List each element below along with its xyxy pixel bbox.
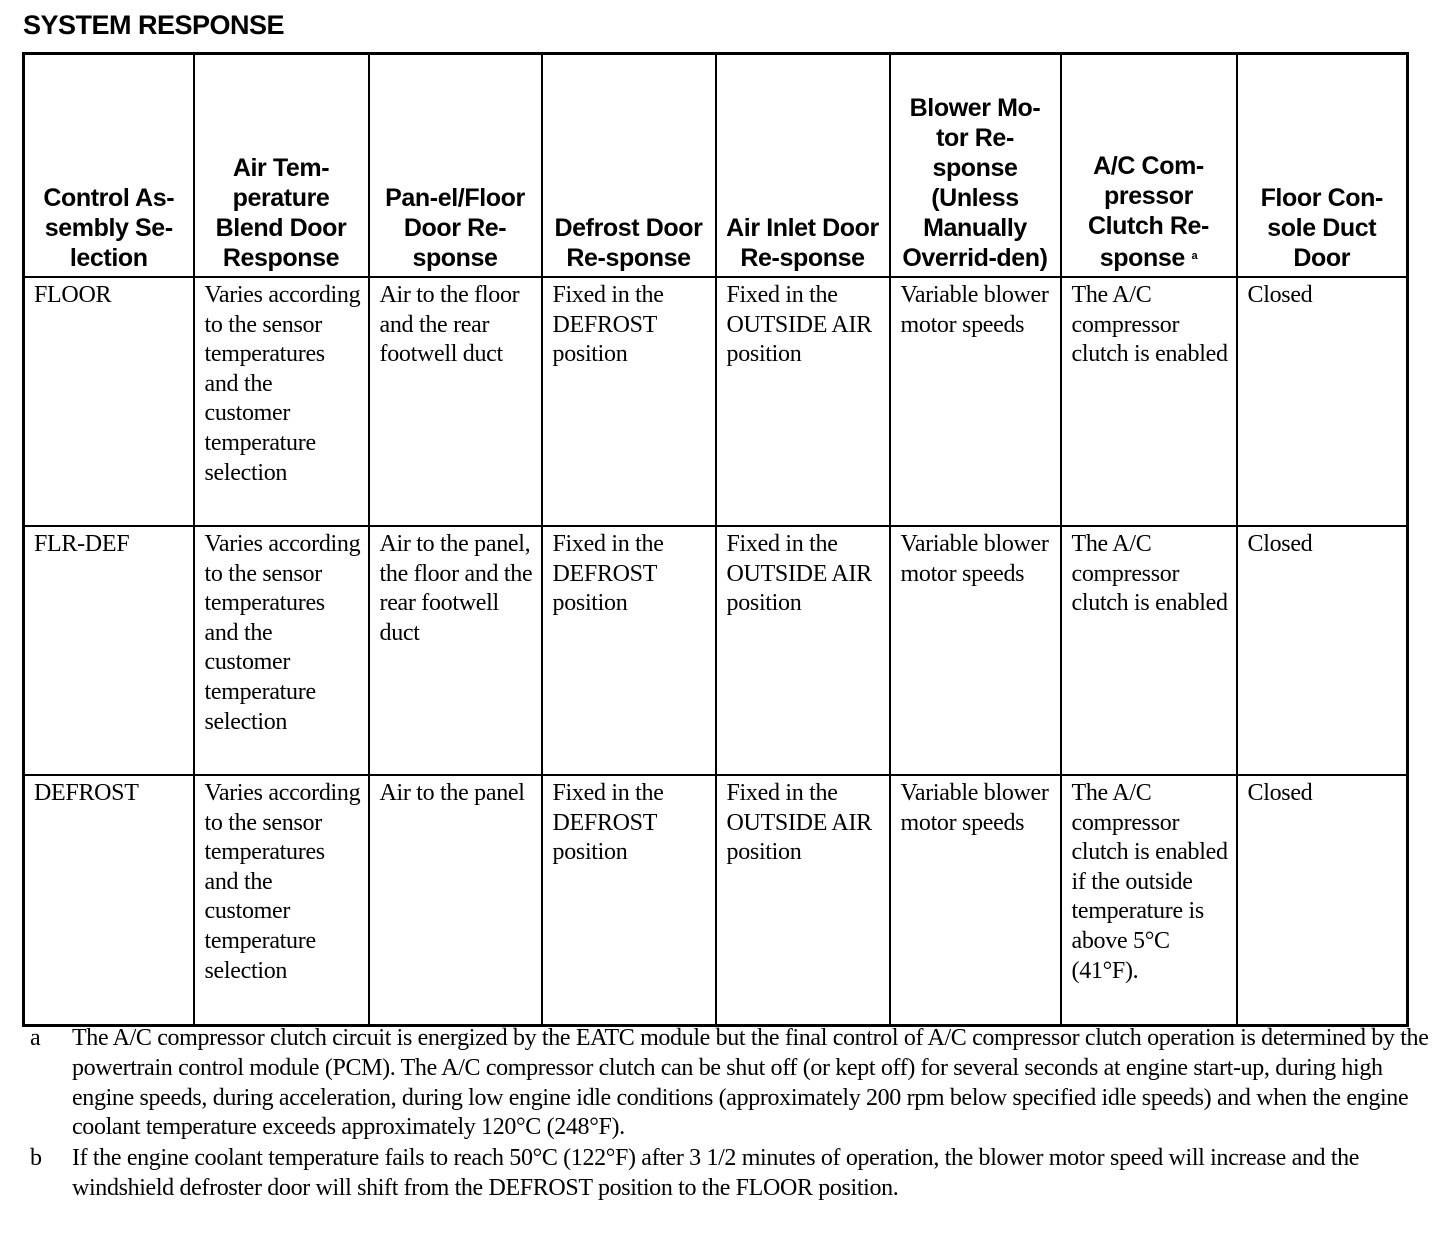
header-floor-console-duct-door: Floor Con-sole Duct Door: [1237, 54, 1408, 278]
cell-air-inlet: Fixed in the OUTSIDE AIR position: [716, 526, 890, 775]
cell-air-inlet: Fixed in the OUTSIDE AIR position: [716, 775, 890, 1026]
footnote-b: [30, 1144, 1430, 1204]
header-row: [24, 54, 1408, 278]
cell-selection: DEFROST: [24, 775, 194, 1026]
footnote-text: The A/C compressor clutch circuit is energized by the EATC module but the final control of A/C compressor clutch operation is determined by the powertrain control module (PCM). The A/C compressor clutch can be shut off (or kept off) for several seconds at engine start-up, during high engine speeds, during acceleration, during low engine idle conditions (approximately 200 rpm below specified idle speeds) and when the engine coolant temperature exceeds approximately 120°C (248°F).: [72, 1025, 1429, 1141]
cell-blend: Varies according to the sensor temperatures and the customer temperature selection: [194, 277, 369, 526]
cell-ac-clutch: The A/C compressor clutch is enabled: [1061, 526, 1237, 775]
cell-blend: Varies according to the sensor temperatures and the customer temperature selection: [194, 526, 369, 775]
cell-blower: Variable blower motor speeds: [890, 277, 1061, 526]
header-blend-door-response: Air Tem-perature Blend Door Response: [194, 54, 369, 278]
cell-defrost: Fixed in the DEFROST position: [542, 775, 716, 1026]
footnote-mark-a: a: [1191, 250, 1198, 262]
header-air-inlet-door-response: Air Inlet Door Re-sponse: [716, 54, 890, 278]
cell-selection: FLR-DEF: [24, 526, 194, 775]
cell-console-door: Closed: [1237, 277, 1408, 526]
cell-blend: Varies according to the sensor temperatures and the customer temperature selection: [194, 775, 369, 1026]
cell-ac-clutch: The A/C compressor clutch is enabled: [1061, 277, 1237, 526]
cell-panel-floor: Air to the panel: [369, 775, 542, 1026]
system-response-table: [22, 52, 1409, 1027]
footnote-key: b: [30, 1145, 42, 1172]
table-row: [24, 277, 1408, 526]
footnotes: [30, 1024, 1430, 1205]
cell-console-door: Closed: [1237, 775, 1408, 1026]
table-row: [24, 526, 1408, 775]
footnote-a: [30, 1024, 1430, 1143]
cell-panel-floor: Air to the panel, the floor and the rear footwell duct: [369, 526, 542, 775]
footnote-text: If the engine coolant temperature fails to reach 50°C (122°F) after 3 1/2 minutes of operation, the blower motor speed will increase and the windshield defroster door will shift from the DEFROST position to the FLOOR position.: [72, 1145, 1360, 1201]
cell-air-inlet: Fixed in the OUTSIDE AIR position: [716, 277, 890, 526]
header-blower-motor-response: Blower Mo-tor Re-sponse (Unless Manually Overrid-den): [890, 54, 1061, 278]
header-ac-clutch-response: [1061, 54, 1237, 278]
header-ac-clutch-label: A/C Com-pressor Clutch Re-sponse: [1087, 152, 1209, 272]
cell-blower: Variable blower motor speeds: [890, 526, 1061, 775]
cell-ac-clutch: The A/C compressor clutch is enabled if the outside temperature is above 5°C (41°F).: [1061, 775, 1237, 1026]
cell-defrost: Fixed in the DEFROST position: [542, 277, 716, 526]
header-defrost-door-response: Defrost Door Re-sponse: [542, 54, 716, 278]
footnote-key: a: [30, 1025, 41, 1051]
header-panel-floor-door-response: Pan-el/Floor Door Re-sponse: [369, 54, 542, 278]
page-title: SYSTEM RESPONSE: [23, 10, 285, 40]
cell-blower: Variable blower motor speeds: [890, 775, 1061, 1026]
header-control-assembly-selection: Control As-sembly Se-lection: [24, 54, 194, 278]
cell-panel-floor: Air to the floor and the rear footwell duct: [369, 277, 542, 526]
cell-selection: FLOOR: [24, 277, 194, 526]
cell-defrost: Fixed in the DEFROST position: [542, 526, 716, 775]
table-row: [24, 775, 1408, 1026]
cell-console-door: Closed: [1237, 526, 1408, 775]
